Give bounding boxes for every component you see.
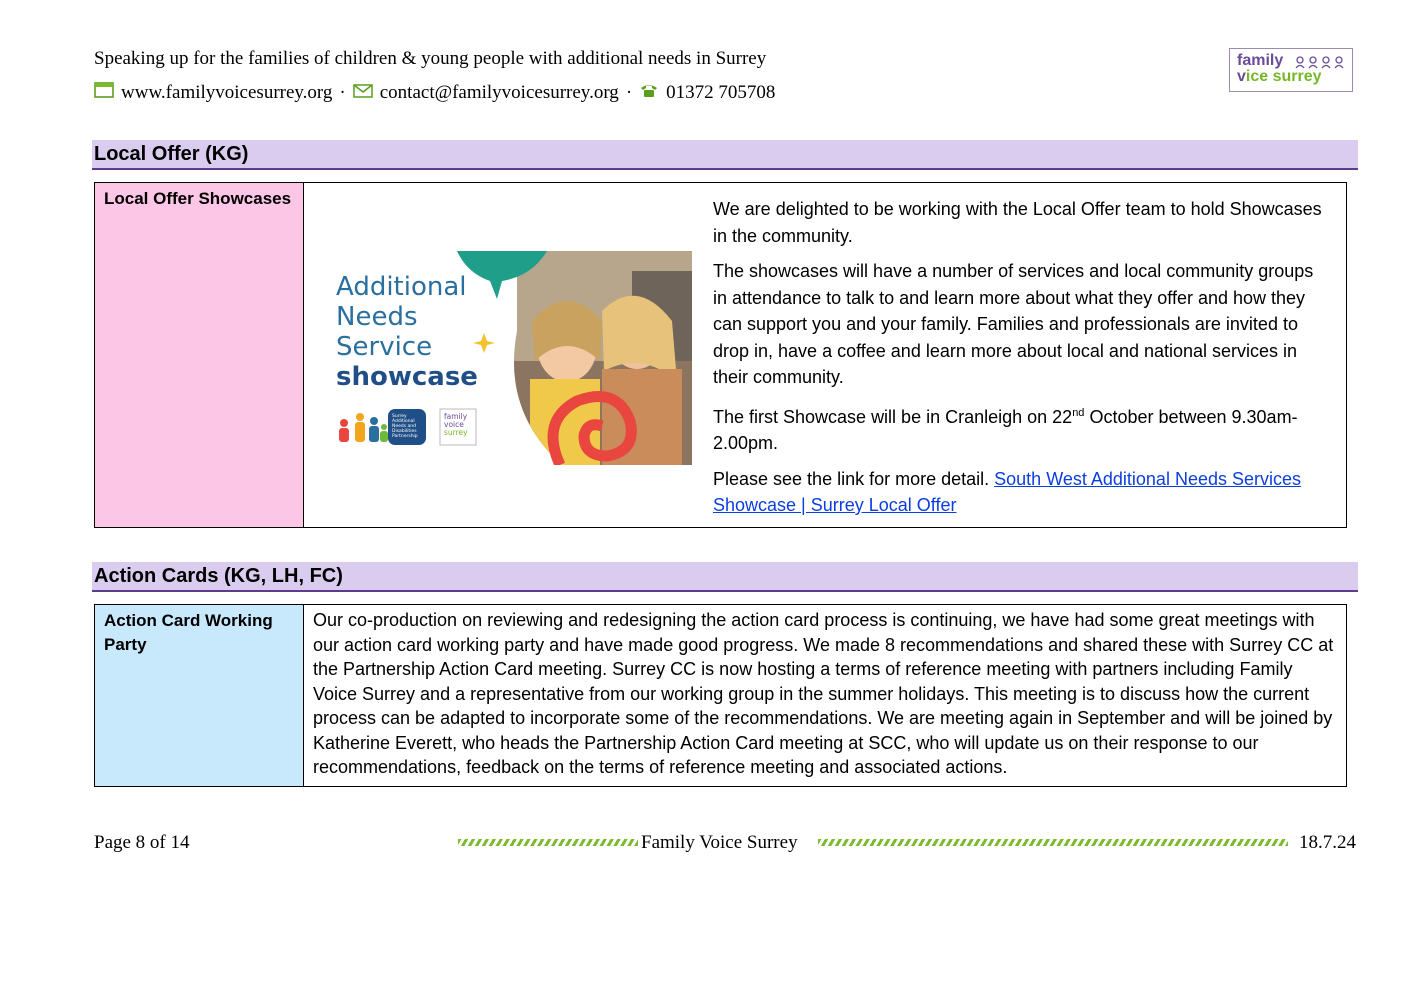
row-label-local-offer-showcases: Local Offer Showcases	[95, 183, 304, 527]
showcase-promo-image	[332, 251, 692, 465]
section-heading-action-cards: Action Cards (KG, LH, FC)	[92, 562, 1358, 592]
section-heading-local-offer: Local Offer (KG)	[92, 140, 1358, 170]
action-cards-content	[304, 605, 1346, 786]
action-cards-text: Our co-production on reviewing and redesigning the action card process is continuing, we have had some great meetings with our action card working party and have made good progress. We made 8 recommendations and shared these with Surrey CC at the Partnership Action Card meeting. Surrey CC is now hosting a terms of reference meeting with partners including Family Voice Surrey and a representative from our working group in the summer holidays. This meeting is to discuss how the current process can be adapted to incorporate some of the recommendations. We are meeting again in September and will be joined by Katherine Everett, who heads the Partnership Action Card meeting at SCC, who will update us on their response to our recommendations, feedback on the terms of reference meeting and associated actions.	[313, 610, 1334, 777]
phone-number: 01372 705708	[666, 82, 776, 103]
local-offer-content	[304, 183, 1346, 527]
svg-text:Needs and: Needs and	[392, 424, 417, 429]
footer-org-name: Family Voice Surrey	[641, 832, 798, 853]
svg-text:Additional: Additional	[392, 419, 415, 424]
local-offer-table	[94, 182, 1347, 528]
page-number: Page 8 of 14	[94, 832, 190, 853]
svg-text:Disabilities: Disabilities	[392, 429, 417, 434]
image-title-line-2: Needs	[336, 302, 418, 332]
showcase-date-paragraph: The first Showcase will be in Cranleigh on 22nd October between 9.30am-2.00pm.	[713, 406, 1298, 453]
header-tagline: Speaking up for the families of children & young people with additional needs in Surrey	[94, 48, 767, 69]
image-title-line-1: Additional	[336, 272, 467, 302]
logo-figures-icon	[1294, 55, 1348, 72]
separator: ·	[625, 82, 633, 103]
footer-date: 18.7.24	[1299, 832, 1356, 853]
decorative-stripe-left	[458, 839, 638, 846]
svg-text:voice: voice	[444, 420, 464, 429]
contact-line	[94, 82, 775, 104]
decorative-stripe-right	[818, 839, 1288, 846]
action-cards-table	[94, 604, 1347, 787]
logo-word-family: family	[1237, 52, 1284, 69]
svg-text:family: family	[444, 412, 468, 421]
row-label-action-card-working-party: Action Card Working Party	[95, 605, 304, 786]
website-link[interactable]: www.familyvoicesurrey.org	[121, 82, 333, 103]
local-offer-text	[713, 196, 1323, 528]
svg-text:surrey: surrey	[444, 428, 468, 437]
logo-word-voice-surrey: vice surrey	[1237, 68, 1322, 85]
image-title-bold: showcase	[336, 362, 478, 392]
paragraph: The showcases will have a number of services and local community groups in attendance to talk to and learn more about what they offer and how they can support you and your family. Families and professionals are invited to drop in, have a coffee and learn more about local and national services in their community.	[713, 261, 1314, 387]
email-link[interactable]: contact@familyvoicesurrey.org	[379, 82, 619, 103]
image-title-line-3: Service	[336, 332, 433, 362]
svg-text:Surrey: Surrey	[392, 414, 407, 419]
telephone-icon	[639, 82, 659, 104]
local-offer-showcase-link[interactable]: South West Additional Needs Services Showcase | Surrey Local Offer	[713, 468, 1301, 515]
svg-text:Partnership: Partnership	[392, 434, 418, 439]
paragraph: We are delighted to be working with the Local Offer team to hold Showcases in the community.	[713, 199, 1322, 246]
page-footer	[94, 832, 1356, 856]
family-voice-surrey-logo	[1229, 48, 1353, 92]
browser-window-icon	[94, 82, 114, 104]
link-paragraph: Please see the link for more detail. South West Additional Needs Services Showcase | Surrey Local Offer	[713, 468, 1301, 515]
separator: ·	[339, 82, 346, 103]
envelope-icon	[353, 82, 373, 104]
